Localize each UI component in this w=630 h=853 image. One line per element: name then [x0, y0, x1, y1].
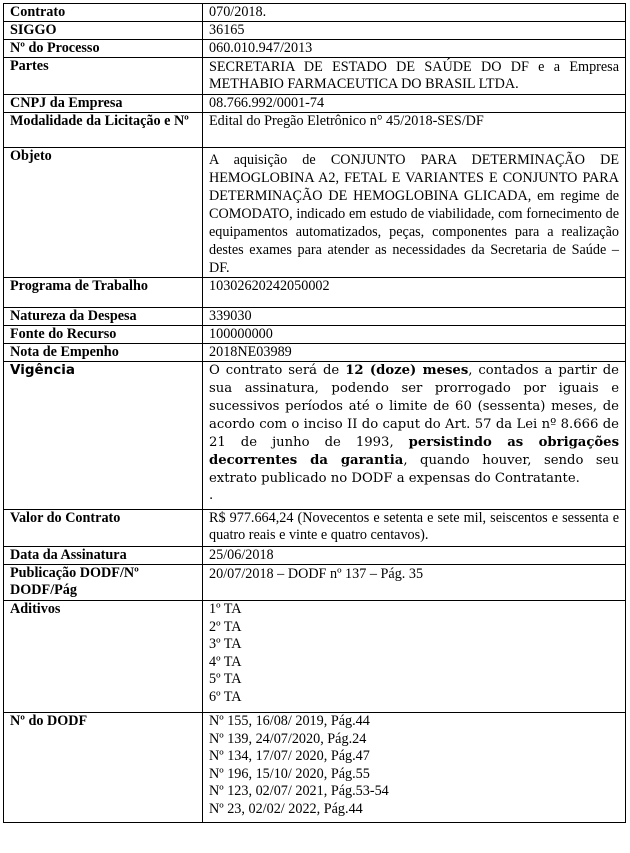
row-siggo — [4, 22, 626, 40]
value-cnpj: 08.766.992/0001-74 — [203, 95, 626, 113]
label-objeto: Objeto — [4, 148, 203, 278]
row-empenho — [4, 344, 626, 362]
label-aditivos: Aditivos — [4, 601, 203, 713]
label-cnpj: CNPJ da Empresa — [4, 95, 203, 113]
aditivo-item: 5º TA — [209, 671, 242, 688]
row-modalidade — [4, 113, 626, 148]
row-natureza — [4, 308, 626, 326]
dodf-item: Nº 23, 02/02/ 2022, Pág.44 — [209, 800, 363, 817]
value-contrato: 070/2018. — [203, 4, 626, 22]
vigencia-text-1: O contrato será de — [209, 363, 346, 378]
row-objeto — [4, 148, 626, 278]
vigencia-bold-2: persistindo as obrigações decorrentes da garantia — [209, 435, 619, 468]
row-vigencia — [4, 362, 626, 510]
label-programa: Programa de Trabalho — [4, 278, 203, 308]
label-modalidade: Modalidade da Licitação e Nº — [4, 113, 203, 148]
value-aditivos — [203, 601, 626, 713]
row-processo — [4, 40, 626, 58]
vigencia-text-2: , contados a partir de sua assinatura, podendo ser prorrogado por iguais e sucessivos períodos até o limite de 60 (sessenta) meses, de acordo com o inciso II do caput do Art. 57 da Lei nº 8.666 de 21 de junho de 1993, — [209, 363, 619, 450]
dodf-item: Nº 196, 15/10/ 2020, Pág.55 — [209, 765, 370, 782]
row-fonte — [4, 326, 626, 344]
aditivo-item: 1º TA — [209, 601, 242, 617]
aditivo-item: 4º TA — [209, 653, 242, 670]
row-contrato — [4, 4, 626, 22]
value-modalidade: Edital do Pregão Eletrônico n° 45/2018-SES/DF — [203, 113, 626, 148]
value-partes: SECRETARIA DE ESTADO DE SAÚDE DO DF e a Empresa METHABIO FARMACEUTICA DO BRASIL LTDA. — [203, 58, 626, 95]
dodf-item: Nº 134, 17/07/ 2020, Pág.47 — [209, 748, 370, 765]
row-publicacao — [4, 565, 626, 601]
contract-table — [3, 3, 626, 823]
value-dodf — [203, 713, 626, 823]
vigencia-bold-1: 12 (doze) meses — [345, 363, 469, 378]
label-siggo: SIGGO — [4, 22, 203, 40]
aditivo-item: 3º TA — [209, 636, 242, 653]
vigencia-dot: . — [209, 488, 214, 503]
value-vigencia — [203, 362, 626, 510]
value-natureza: 339030 — [203, 308, 626, 326]
value-programa: 10302620242050002 — [203, 278, 626, 308]
label-contrato: Contrato — [4, 4, 203, 22]
aditivo-item: 2º TA — [209, 618, 242, 635]
vigencia-text-3: , quando houver, sendo seu extrato publicado no DODF a expensas do Contratante. — [209, 453, 619, 486]
label-processo: Nº do Processo — [4, 40, 203, 58]
aditivo-item: 6º TA — [209, 688, 242, 705]
label-valor: Valor do Contrato — [4, 510, 203, 547]
value-empenho: 2018NE03989 — [203, 344, 626, 362]
dodf-item: Nº 139, 24/07/2020, Pág.24 — [209, 730, 367, 747]
label-partes: Partes — [4, 58, 203, 95]
row-dodf — [4, 713, 626, 823]
dodf-item: Nº 155, 16/08/ 2019, Pág.44 — [209, 713, 370, 729]
row-cnpj — [4, 95, 626, 113]
row-partes — [4, 58, 626, 95]
label-fonte: Fonte do Recurso — [4, 326, 203, 344]
row-programa — [4, 278, 626, 308]
value-data-assinatura: 25/06/2018 — [203, 547, 626, 565]
row-aditivos — [4, 601, 626, 713]
row-valor — [4, 510, 626, 547]
label-data-assinatura: Data da Assinatura — [4, 547, 203, 565]
value-valor: R$ 977.664,24 (Novecentos e setenta e sete mil, seiscentos e sessenta e quatro reais e vinte e quatro centavos). — [203, 510, 626, 547]
value-objeto: A aquisição de CONJUNTO PARA DETERMINAÇÃO DE HEMOGLOBINA A2, FETAL E VARIANTES E CONJUNTO PARA DETERMINAÇÃO DE HEMOGLOBINA GLICADA, em regime de COMODATO, indicado em estudo de viabilidade, com fornecimento de equipamentos automatizados, peças, componentes para a realização destes exames para atender as necessidades da Secretaria de Saúde – DF. — [203, 148, 626, 278]
value-publicacao: 20/07/2018 – DODF nº 137 – Pág. 35 — [203, 565, 626, 601]
row-data-assinatura — [4, 547, 626, 565]
label-empenho: Nota de Empenho — [4, 344, 203, 362]
value-fonte: 100000000 — [203, 326, 626, 344]
value-processo: 060.010.947/2013 — [203, 40, 626, 58]
label-natureza: Natureza da Despesa — [4, 308, 203, 326]
label-publicacao: Publicação DODF/Nº DODF/Pág — [4, 565, 203, 601]
label-vigencia: Vigência — [4, 362, 203, 510]
dodf-item: Nº 123, 02/07/ 2021, Pág.53-54 — [209, 783, 389, 800]
value-siggo: 36165 — [203, 22, 626, 40]
label-dodf: Nº do DODF — [4, 713, 203, 823]
